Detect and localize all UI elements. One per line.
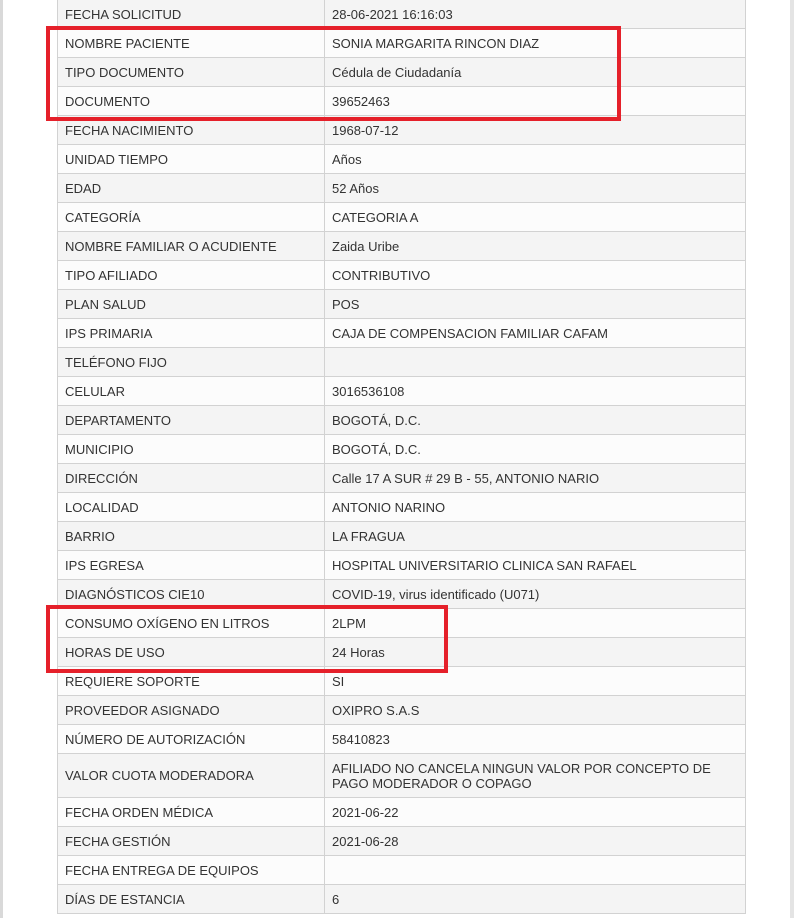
table-row bbox=[58, 827, 746, 856]
table-row bbox=[58, 29, 746, 58]
table-row bbox=[58, 754, 746, 798]
row-label: DÍAS DE ESTANCIA bbox=[58, 885, 325, 914]
table-row bbox=[58, 638, 746, 667]
row-value: CONTRIBUTIVO bbox=[325, 261, 746, 290]
row-label: VALOR CUOTA MODERADORA bbox=[58, 754, 325, 798]
row-value: 2021-06-28 bbox=[325, 827, 746, 856]
table-row bbox=[58, 377, 746, 406]
table-row bbox=[58, 798, 746, 827]
row-value: SI bbox=[325, 667, 746, 696]
row-label: FECHA SOLICITUD bbox=[58, 0, 325, 29]
table-row bbox=[58, 856, 746, 885]
row-value: 28-06-2021 16:16:03 bbox=[325, 0, 746, 29]
row-label: FECHA NACIMIENTO bbox=[58, 116, 325, 145]
table-row bbox=[58, 885, 746, 914]
table-row bbox=[58, 87, 746, 116]
row-label: CELULAR bbox=[58, 377, 325, 406]
row-label: NOMBRE PACIENTE bbox=[58, 29, 325, 58]
patient-info-table bbox=[57, 0, 746, 914]
row-value: LA FRAGUA bbox=[325, 522, 746, 551]
right-edge bbox=[790, 0, 794, 918]
table-row bbox=[58, 667, 746, 696]
row-label: FECHA ENTREGA DE EQUIPOS bbox=[58, 856, 325, 885]
row-value: COVID-19, virus identificado (U071) bbox=[325, 580, 746, 609]
table-row bbox=[58, 0, 746, 29]
table-row bbox=[58, 464, 746, 493]
row-value: OXIPRO S.A.S bbox=[325, 696, 746, 725]
row-value: CAJA DE COMPENSACION FAMILIAR CAFAM bbox=[325, 319, 746, 348]
row-value: 1968-07-12 bbox=[325, 116, 746, 145]
row-label: DEPARTAMENTO bbox=[58, 406, 325, 435]
table-row bbox=[58, 725, 746, 754]
table-row bbox=[58, 58, 746, 87]
table-row bbox=[58, 261, 746, 290]
row-label: IPS PRIMARIA bbox=[58, 319, 325, 348]
table-row bbox=[58, 348, 746, 377]
row-label: NOMBRE FAMILIAR O ACUDIENTE bbox=[58, 232, 325, 261]
row-value: SONIA MARGARITA RINCON DIAZ bbox=[325, 29, 746, 58]
row-value: Calle 17 A SUR # 29 B - 55, ANTONIO NARIO bbox=[325, 464, 746, 493]
row-value: BOGOTÁ, D.C. bbox=[325, 435, 746, 464]
row-value: Años bbox=[325, 145, 746, 174]
row-value: 2021-06-22 bbox=[325, 798, 746, 827]
row-value: 6 bbox=[325, 885, 746, 914]
row-label: MUNICIPIO bbox=[58, 435, 325, 464]
left-edge bbox=[0, 0, 3, 918]
table-row bbox=[58, 522, 746, 551]
row-label: FECHA ORDEN MÉDICA bbox=[58, 798, 325, 827]
row-value: AFILIADO NO CANCELA NINGUN VALOR POR CONCEPTO DE PAGO MODERADOR O COPAGO bbox=[325, 754, 746, 798]
row-label: CATEGORÍA bbox=[58, 203, 325, 232]
row-value: Cédula de Ciudadanía bbox=[325, 58, 746, 87]
row-value: ANTONIO NARINO bbox=[325, 493, 746, 522]
row-value: BOGOTÁ, D.C. bbox=[325, 406, 746, 435]
row-value: CATEGORIA A bbox=[325, 203, 746, 232]
table-row bbox=[58, 493, 746, 522]
row-value: POS bbox=[325, 290, 746, 319]
row-value: 52 Años bbox=[325, 174, 746, 203]
table-row bbox=[58, 551, 746, 580]
row-label: DIAGNÓSTICOS CIE10 bbox=[58, 580, 325, 609]
row-label: BARRIO bbox=[58, 522, 325, 551]
table-row bbox=[58, 145, 746, 174]
row-label: REQUIERE SOPORTE bbox=[58, 667, 325, 696]
table-row bbox=[58, 319, 746, 348]
row-value bbox=[325, 856, 746, 885]
row-label: PROVEEDOR ASIGNADO bbox=[58, 696, 325, 725]
row-label: TIPO DOCUMENTO bbox=[58, 58, 325, 87]
row-label: PLAN SALUD bbox=[58, 290, 325, 319]
table-row bbox=[58, 232, 746, 261]
table-row bbox=[58, 290, 746, 319]
row-label: IPS EGRESA bbox=[58, 551, 325, 580]
row-label: NÚMERO DE AUTORIZACIÓN bbox=[58, 725, 325, 754]
table-row bbox=[58, 203, 746, 232]
row-label: TELÉFONO FIJO bbox=[58, 348, 325, 377]
row-value: HOSPITAL UNIVERSITARIO CLINICA SAN RAFAEL bbox=[325, 551, 746, 580]
table-row bbox=[58, 580, 746, 609]
row-label: HORAS DE USO bbox=[58, 638, 325, 667]
table-row bbox=[58, 609, 746, 638]
table-row bbox=[58, 435, 746, 464]
table-row bbox=[58, 116, 746, 145]
table-row bbox=[58, 406, 746, 435]
row-label: FECHA GESTIÓN bbox=[58, 827, 325, 856]
table-row bbox=[58, 696, 746, 725]
row-label: UNIDAD TIEMPO bbox=[58, 145, 325, 174]
row-value: 58410823 bbox=[325, 725, 746, 754]
row-label: TIPO AFILIADO bbox=[58, 261, 325, 290]
row-value: Zaida Uribe bbox=[325, 232, 746, 261]
row-value: 3016536108 bbox=[325, 377, 746, 406]
row-value: 24 Horas bbox=[325, 638, 746, 667]
row-label: CONSUMO OXÍGENO EN LITROS bbox=[58, 609, 325, 638]
row-label: EDAD bbox=[58, 174, 325, 203]
row-value: 39652463 bbox=[325, 87, 746, 116]
row-value bbox=[325, 348, 746, 377]
row-value: 2LPM bbox=[325, 609, 746, 638]
row-label: DIRECCIÓN bbox=[58, 464, 325, 493]
table-row bbox=[58, 174, 746, 203]
row-label: DOCUMENTO bbox=[58, 87, 325, 116]
row-label: LOCALIDAD bbox=[58, 493, 325, 522]
